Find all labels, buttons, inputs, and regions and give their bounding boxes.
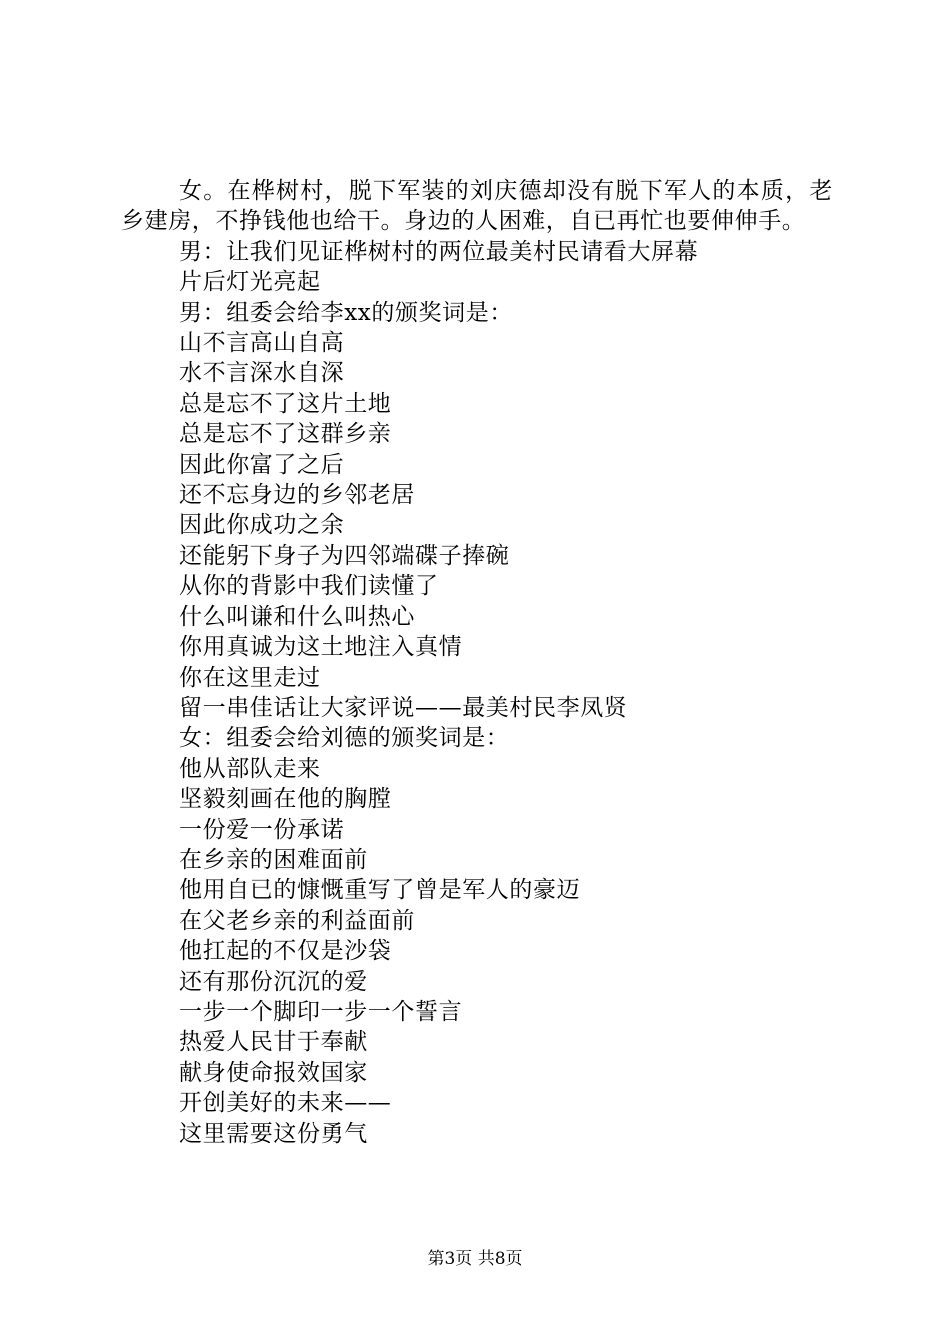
text-line: 这里需要这份勇气 (179, 1120, 368, 1147)
speech-lines (121, 237, 833, 1149)
text-line: 他从部队走来 (179, 755, 321, 782)
text-line: 献身使命报效国家 (179, 1059, 368, 1086)
text-line: 在乡亲的困难面前 (179, 846, 368, 873)
text-line: 一步一个脚印一步一个誓言 (179, 998, 463, 1025)
text-line: 什么叫谦和什么叫热心 (179, 603, 415, 630)
text-line: 一份爱一份承诺 (179, 816, 345, 843)
opening-paragraph: 女。在桦树村，脱下军装的刘庆德却没有脱下军人的本质，老乡建房，不挣钱他也给干。身边的人困难，自已再忙也要伸伸手。 (121, 178, 833, 235)
page-number-footer: 第3页 共8页 (427, 1249, 523, 1269)
text-line: 水不言深水自深 (179, 360, 345, 387)
document-body (121, 176, 833, 1149)
text-line: 还能躬下身子为四邻端碟子捧碗 (179, 542, 510, 569)
text-line: 总是忘不了这群乡亲 (179, 421, 392, 448)
text-line: 片后灯光亮起 (179, 269, 321, 296)
text-line: 他扛起的不仅是沙袋 (179, 938, 392, 965)
text-line: 山不言高山自高 (179, 330, 345, 357)
text-line: 因此你成功之余 (179, 512, 345, 539)
text-line: 从你的背影中我们读懂了 (179, 573, 439, 600)
text-line: 男：组委会给李xx的颁奖词是： (179, 299, 513, 326)
text-line: 女：组委会给刘德的颁奖词是： (179, 725, 510, 752)
text-line: 你在这里走过 (179, 664, 321, 691)
text-line: 开创美好的未来—— (179, 1090, 392, 1117)
text-line: 总是忘不了这片土地 (179, 390, 392, 417)
text-line: 因此你富了之后 (179, 451, 345, 478)
text-line: 坚毅刻画在他的胸膛 (179, 786, 392, 813)
text-line: 你用真诚为这土地注入真情 (179, 634, 463, 661)
text-line: 还有那份沉沉的爱 (179, 968, 368, 995)
text-line: 留一串佳话让大家评说——最美村民李凤贤 (179, 694, 628, 721)
text-line: 在父老乡亲的利益面前 (179, 907, 415, 934)
text-line: 男：让我们见证桦树村的两位最美村民请看大屏幕 (179, 238, 699, 265)
text-line: 热爱人民甘于奉献 (179, 1029, 368, 1056)
text-line: 他用自已的慷慨重写了曾是军人的豪迈 (179, 877, 581, 904)
text-line: 还不忘身边的乡邻老居 (179, 482, 415, 509)
